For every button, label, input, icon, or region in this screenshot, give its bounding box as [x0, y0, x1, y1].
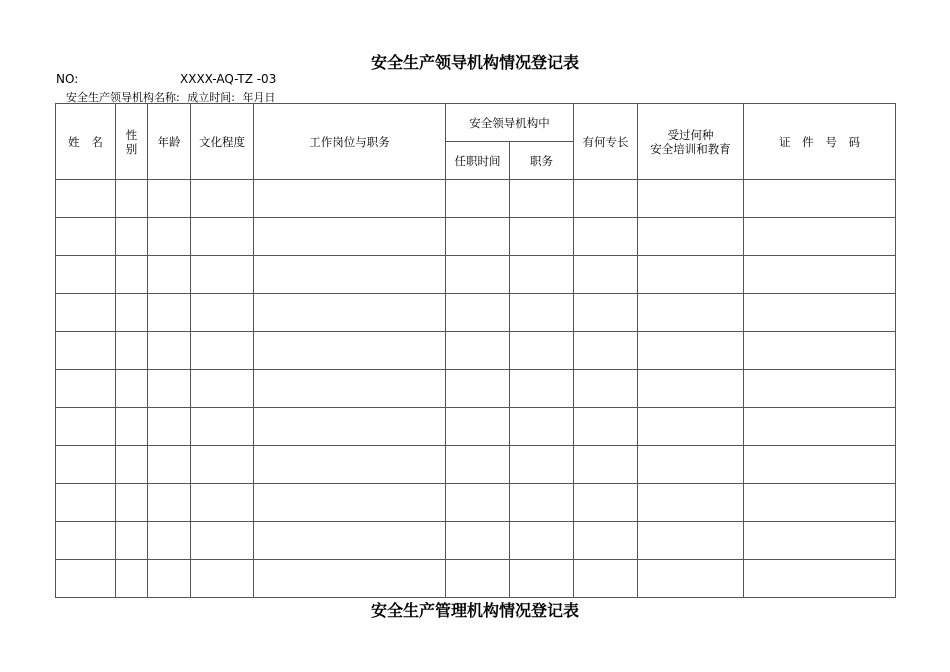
table-cell[interactable] — [116, 408, 148, 446]
table-cell[interactable] — [254, 446, 446, 484]
table-cell[interactable] — [510, 294, 574, 332]
table-row — [56, 256, 896, 294]
table-cell[interactable] — [148, 446, 191, 484]
table-cell[interactable] — [56, 294, 116, 332]
table-cell[interactable] — [148, 484, 191, 522]
table-cell[interactable] — [56, 332, 116, 370]
table-cell[interactable] — [148, 370, 191, 408]
table-cell[interactable] — [148, 180, 191, 218]
table-row — [56, 180, 896, 218]
table-cell[interactable] — [56, 256, 116, 294]
table-cell[interactable] — [56, 484, 116, 522]
table-cell[interactable] — [56, 180, 116, 218]
table-cell[interactable] — [574, 294, 638, 332]
table-row — [56, 370, 896, 408]
table-cell[interactable] — [510, 180, 574, 218]
table-cell[interactable] — [744, 408, 896, 446]
table-cell[interactable] — [574, 408, 638, 446]
table-cell[interactable] — [574, 560, 638, 598]
table-cell[interactable] — [148, 256, 191, 294]
table-cell[interactable] — [510, 446, 574, 484]
table-cell[interactable] — [446, 218, 510, 256]
table-cell[interactable] — [254, 522, 446, 560]
table-cell[interactable] — [116, 180, 148, 218]
table-cell[interactable] — [191, 484, 254, 522]
table-cell[interactable] — [744, 332, 896, 370]
table-cell[interactable] — [116, 256, 148, 294]
table-cell[interactable] — [574, 484, 638, 522]
table-row — [56, 522, 896, 560]
table-cell[interactable] — [744, 180, 896, 218]
col-header-gender: 性 别 — [116, 104, 148, 180]
table-row — [56, 294, 896, 332]
table-body — [56, 180, 896, 598]
table-cell[interactable] — [254, 370, 446, 408]
registration-table — [55, 103, 896, 598]
table-cell[interactable] — [744, 294, 896, 332]
table-cell[interactable] — [254, 560, 446, 598]
table-cell[interactable] — [638, 256, 744, 294]
table-cell[interactable] — [744, 484, 896, 522]
table-cell[interactable] — [446, 180, 510, 218]
table-row — [56, 484, 896, 522]
table-cell[interactable] — [148, 560, 191, 598]
table-row — [56, 408, 896, 446]
table-cell[interactable] — [148, 294, 191, 332]
table-cell[interactable] — [116, 370, 148, 408]
table-cell[interactable] — [638, 522, 744, 560]
established-time-label: 成立时间: — [187, 91, 235, 104]
table-cell[interactable] — [116, 560, 148, 598]
table-row — [56, 446, 896, 484]
table-cell[interactable] — [510, 484, 574, 522]
table-cell[interactable] — [510, 256, 574, 294]
table-cell[interactable] — [148, 522, 191, 560]
table-cell[interactable] — [116, 294, 148, 332]
table-cell[interactable] — [638, 180, 744, 218]
table-cell[interactable] — [191, 408, 254, 446]
table-cell[interactable] — [116, 522, 148, 560]
table-cell[interactable] — [254, 180, 446, 218]
table-cell[interactable] — [446, 370, 510, 408]
table-cell[interactable] — [638, 408, 744, 446]
table-cell[interactable] — [191, 332, 254, 370]
table-cell[interactable] — [510, 408, 574, 446]
table-cell[interactable] — [574, 522, 638, 560]
table-cell[interactable] — [638, 332, 744, 370]
table-cell[interactable] — [56, 446, 116, 484]
col-header-education: 文化程度 — [191, 104, 254, 180]
next-document-title: 安全生产管理机构情况登记表 — [370, 601, 579, 620]
table-cell[interactable] — [446, 560, 510, 598]
table-cell[interactable] — [56, 560, 116, 598]
table-cell[interactable] — [191, 370, 254, 408]
table-cell[interactable] — [191, 294, 254, 332]
table-cell[interactable] — [446, 484, 510, 522]
col-header-age: 年龄 — [148, 104, 191, 180]
table-cell[interactable] — [148, 332, 191, 370]
col-header-role: 职务 — [510, 142, 574, 180]
table-cell[interactable] — [191, 560, 254, 598]
table-cell[interactable] — [254, 218, 446, 256]
table-cell[interactable] — [56, 408, 116, 446]
table-cell[interactable] — [574, 180, 638, 218]
organization-name-label: 安全生产领导机构名称: — [66, 91, 180, 104]
table-cell[interactable] — [116, 332, 148, 370]
table-cell[interactable] — [254, 408, 446, 446]
table-cell[interactable] — [744, 522, 896, 560]
form-code: XXXX-AQ-TZ -03 — [180, 72, 277, 86]
col-header-position: 工作岗位与职务 — [254, 104, 446, 180]
table-cell[interactable] — [56, 218, 116, 256]
table-cell[interactable] — [254, 256, 446, 294]
table-cell[interactable] — [744, 446, 896, 484]
form-number-line — [56, 72, 277, 86]
table-cell[interactable] — [148, 218, 191, 256]
established-time-value: 年月日 — [242, 91, 276, 104]
table-cell[interactable] — [510, 218, 574, 256]
table-cell[interactable] — [191, 218, 254, 256]
table-cell[interactable] — [574, 370, 638, 408]
table-cell[interactable] — [638, 294, 744, 332]
table-cell[interactable] — [116, 484, 148, 522]
col-header-leadership-group: 安全领导机构中 — [446, 104, 574, 142]
table-cell[interactable] — [510, 560, 574, 598]
document-title: 安全生产领导机构情况登记表 — [370, 53, 579, 72]
table-row — [56, 332, 896, 370]
table-cell[interactable] — [191, 522, 254, 560]
table-cell[interactable] — [254, 484, 446, 522]
table-cell[interactable] — [510, 370, 574, 408]
table-cell[interactable] — [510, 522, 574, 560]
table-cell[interactable] — [744, 560, 896, 598]
table-row — [56, 218, 896, 256]
col-header-certificate: 证 件 号 码 — [744, 104, 896, 180]
table-cell[interactable] — [191, 180, 254, 218]
table-row — [56, 560, 896, 598]
table-cell[interactable] — [744, 256, 896, 294]
table-cell[interactable] — [191, 446, 254, 484]
table-cell[interactable] — [638, 484, 744, 522]
table-cell[interactable] — [446, 256, 510, 294]
table-cell[interactable] — [254, 294, 446, 332]
table-cell[interactable] — [254, 332, 446, 370]
table-cell[interactable] — [638, 370, 744, 408]
table-cell[interactable] — [574, 332, 638, 370]
table-cell[interactable] — [446, 408, 510, 446]
table-cell[interactable] — [56, 370, 116, 408]
table-cell[interactable] — [148, 408, 191, 446]
col-header-appointment-time: 任职时间 — [446, 142, 510, 180]
col-header-training: 受过何种 安全培训和教育 — [638, 104, 744, 180]
col-header-name: 姓 名 — [56, 104, 116, 180]
table-cell[interactable] — [574, 218, 638, 256]
table-cell[interactable] — [744, 218, 896, 256]
table-cell[interactable] — [116, 446, 148, 484]
table-cell[interactable] — [638, 218, 744, 256]
table-cell[interactable] — [446, 294, 510, 332]
table-cell[interactable] — [56, 522, 116, 560]
table-cell[interactable] — [574, 256, 638, 294]
table-cell[interactable] — [446, 332, 510, 370]
table-cell[interactable] — [191, 256, 254, 294]
table-cell[interactable] — [638, 560, 744, 598]
table-cell[interactable] — [744, 370, 896, 408]
col-header-specialty: 有何专长 — [574, 104, 638, 180]
header-row-1 — [56, 104, 896, 142]
form-number-label: NO: — [56, 72, 79, 86]
table-cell[interactable] — [116, 218, 148, 256]
table-cell[interactable] — [446, 522, 510, 560]
table-cell[interactable] — [510, 332, 574, 370]
table-cell[interactable] — [574, 446, 638, 484]
table-cell[interactable] — [446, 446, 510, 484]
table-cell[interactable] — [638, 446, 744, 484]
